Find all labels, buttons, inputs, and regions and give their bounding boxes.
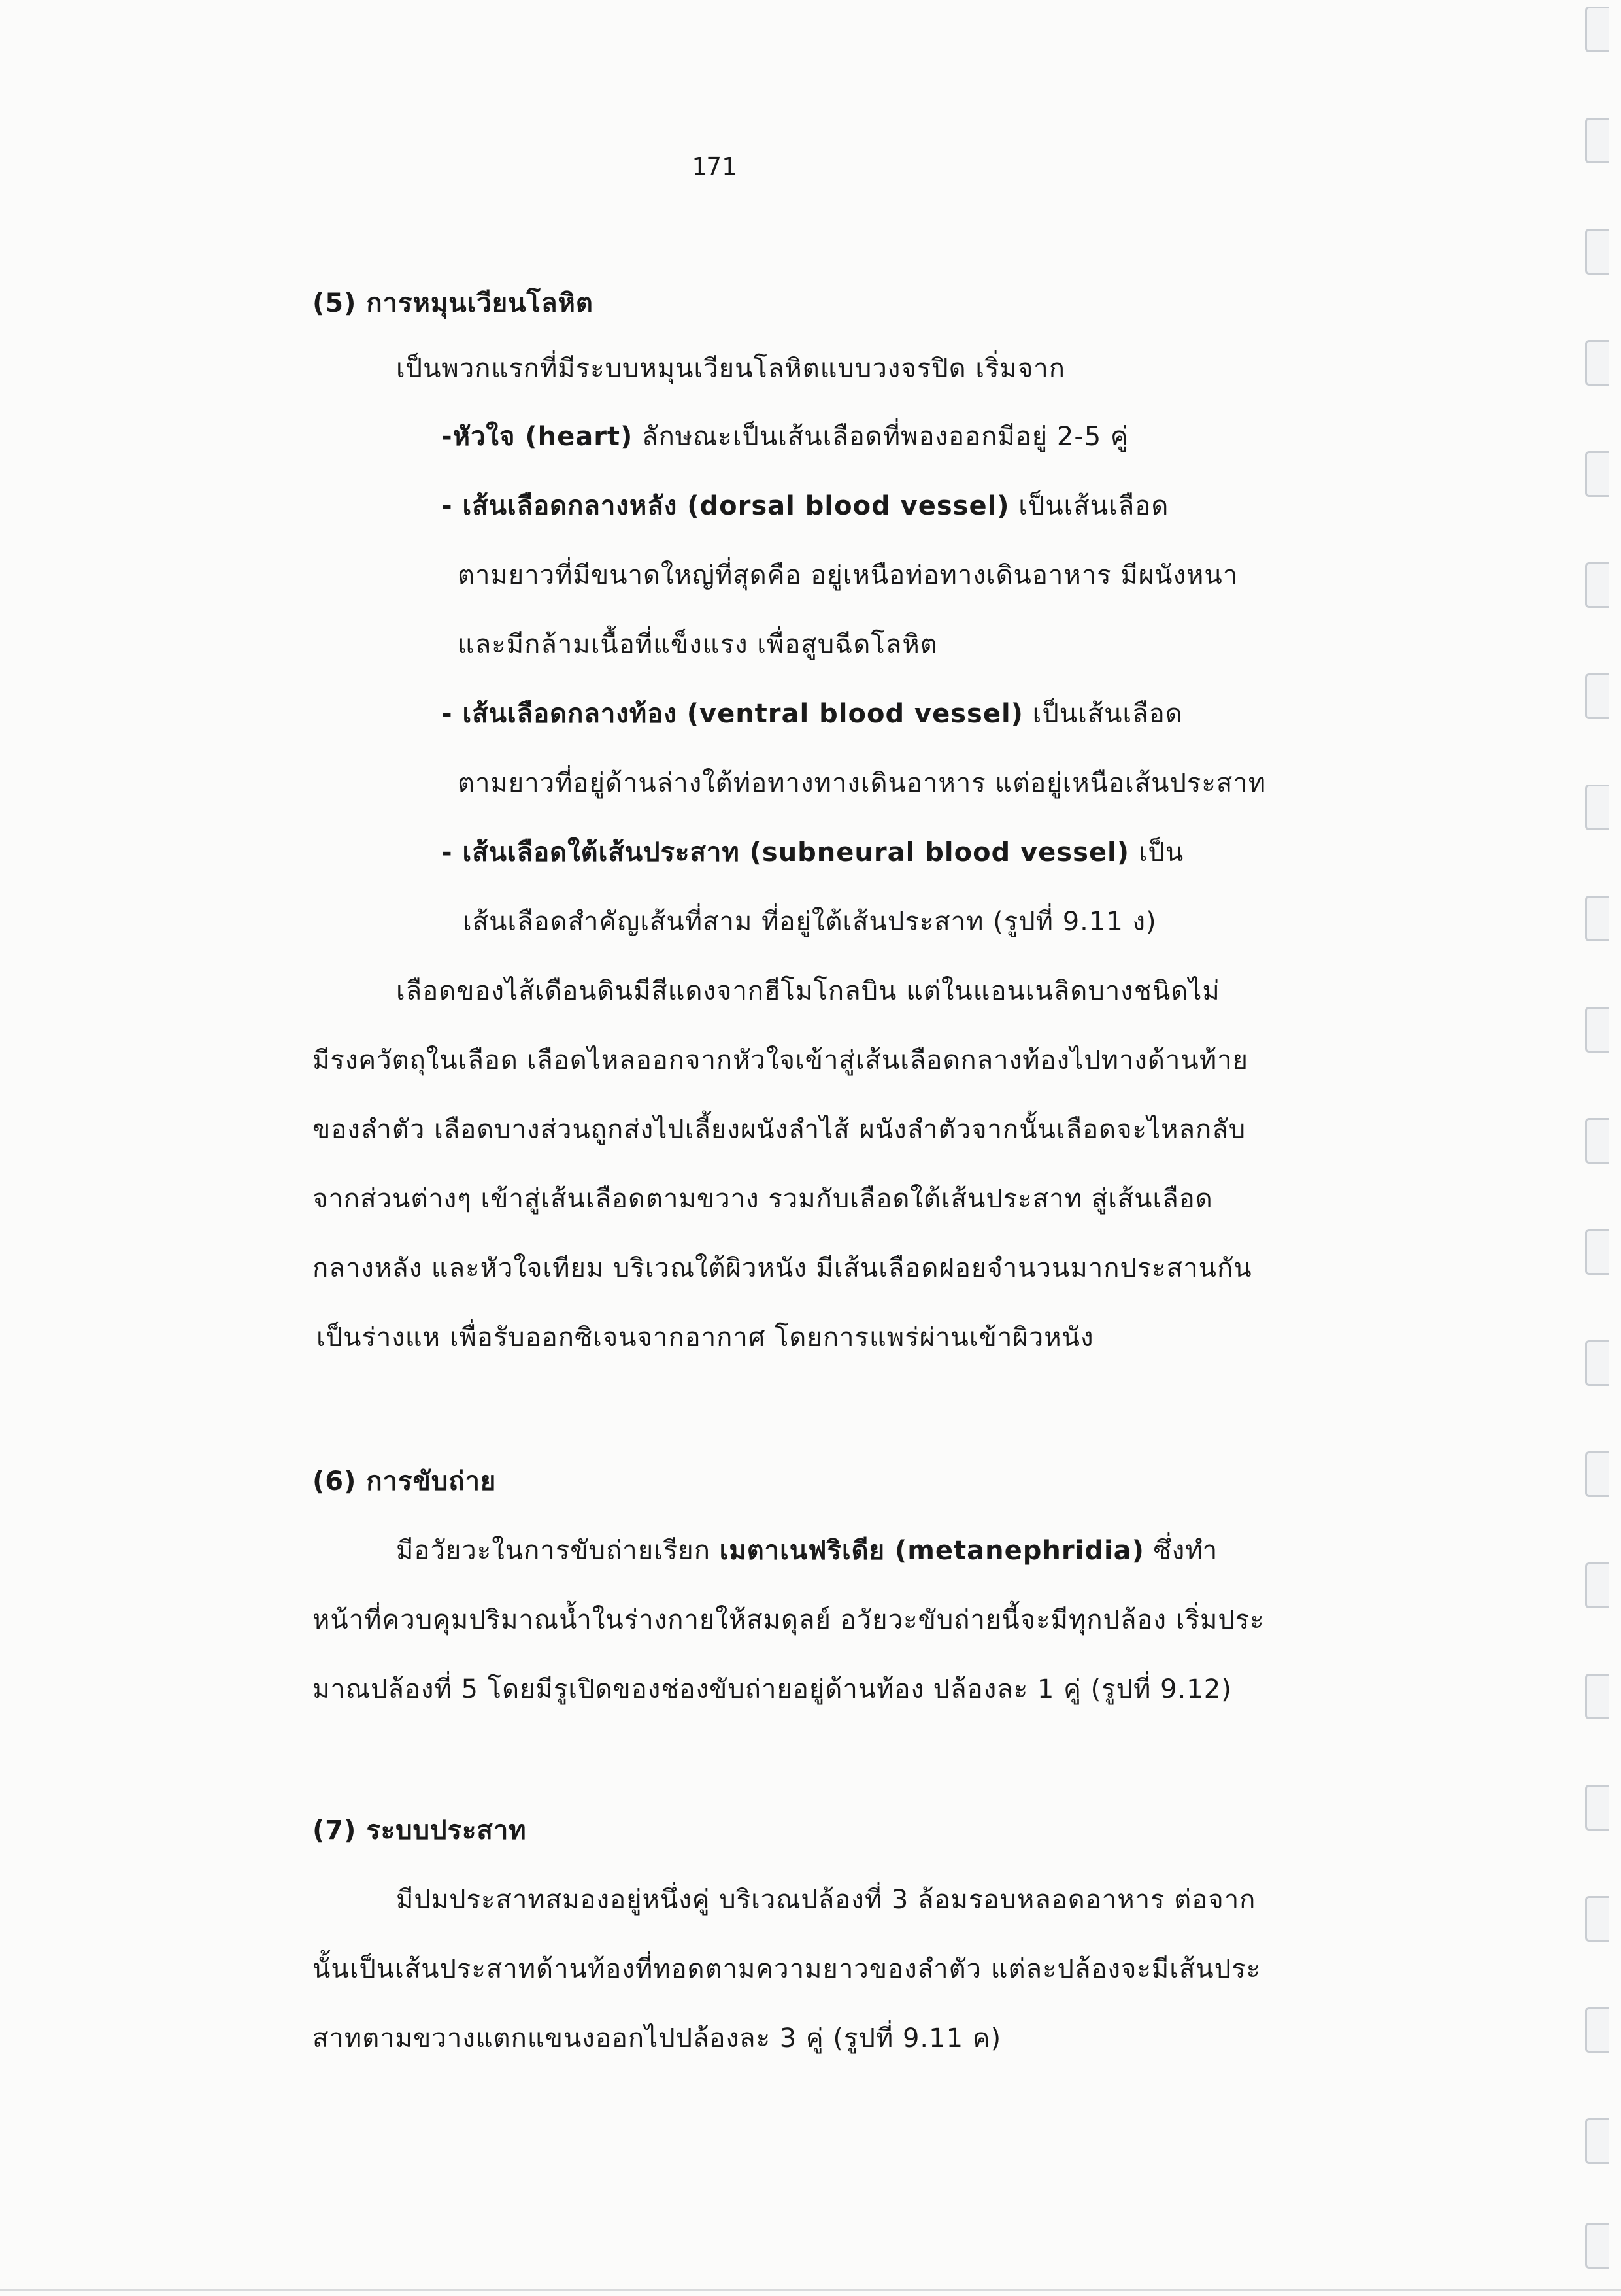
circulation-para-6: เป็นร่างแห เพื่อรับออกซิเจนจากอากาศ โดยการแพร่ผ่านเข้าผิวหนัง [316,1323,1094,1353]
binding-hole [1585,1896,1609,1942]
ventral-desc-1: เป็นเส้นเลือด [1023,699,1183,729]
subneural-item [441,834,1184,871]
ventral-term: - เส้นเลือดกลางท้อง (ventral blood vessel) [441,699,1024,729]
binding-hole [1585,340,1609,386]
subneural-desc-1: เป็น [1129,837,1184,868]
subneural-term: - เส้นเลือดใต้เส้นประสาท (subneural blood vessel) [441,837,1130,868]
circulation-para-1: เลือดของไส้เดือนดินมีสีแดงจากฮีโมโกลบิน แต่ในแอนเนลิดบางชนิดไม่ [396,976,1220,1006]
heart-desc: ลักษณะเป็นเส้นเลือดที่พองออกมีอยู่ 2-5 คู่ [633,422,1129,452]
circulation-para-3: ของลำตัว เลือดบางส่วนถูกส่งไปเลี้ยงผนังลำไส้ ผนังลำตัวจากนั้นเลือดจะไหลกลับ [312,1115,1246,1145]
page-number: 171 [692,152,737,181]
nervous-line-1: มีปมประสาทสมองอยู่หนึ่งคู่ บริเวณปล้องที่ 3 ล้อมรอบหลอดอาหาร ต่อจาก [396,1885,1256,1915]
dorsal-desc-2: ตามยาวที่มีขนาดใหญ่ที่สุดคือ อยู่เหนือท่อทางเดินอาหาร มีผนังหนา [458,560,1239,590]
binding-hole [1585,1674,1609,1719]
binding-hole [1585,1785,1609,1831]
binding-hole [1585,785,1609,830]
binding-hole [1585,1007,1609,1053]
excretion-line-1-a: มีอวัยวะในการขับถ่ายเรียก [396,1536,720,1566]
binding-hole [1585,118,1609,163]
binding-hole [1585,1451,1609,1497]
bottom-edge [0,2289,1621,2291]
ventral-item [441,696,1183,732]
binding-hole [1585,673,1609,719]
binding-hole [1585,562,1609,608]
binding-hole [1585,451,1609,497]
nervous-line-2: นั้นเป็นเส้นประสาทด้านท้องที่ทอดตามความยาวของลำตัว แต่ละปล้องจะมีเส้นประ [312,1954,1262,1984]
metanephridia-term: เมตาเนฟริเดีย (metanephridia) [719,1536,1145,1566]
dorsal-term: - เส้นเลือดกลางหลัง (dorsal blood vessel) [441,491,1010,521]
excretion-line-3: มาณปล้องที่ 5 โดยมีรูเปิดของช่องขับถ่ายอยู่ด้านท้อง ปล้องละ 1 คู่ (รูปที่ 9.12) [312,1674,1232,1704]
binding-hole [1585,7,1609,52]
binding-hole [1585,1118,1609,1164]
section-5-intro: เป็นพวกแรกที่มีระบบหมุนเวียนโลหิตแบบวงจรปิด เริ่มจาก [396,354,1065,384]
dorsal-desc-3: และมีกล้ามเนื้อที่แข็งแรง เพื่อสูบฉีดโลหิต [458,630,938,660]
dorsal-item [441,488,1169,524]
circulation-para-5: กลางหลัง และหัวใจเทียม บริเวณใต้ผิวหนัง มีเส้นเลือดฝอยจำนวนมากประสานกัน [312,1253,1252,1283]
binding-hole [1585,1340,1609,1386]
excretion-line-1 [396,1532,1218,1569]
section-6-heading: (6) การขับถ่าย [312,1466,497,1496]
section-7-heading: (7) ระบบประสาท [312,1815,527,1846]
binding-hole [1585,1229,1609,1275]
binding-hole [1585,2007,1609,2053]
binding-hole [1585,896,1609,941]
heart-item [441,418,1129,455]
circulation-para-2: มีรงควัตถุในเลือด เลือดไหลออกจากหัวใจเข้าสู่เส้นเลือดกลางท้องไปทางด้านท้าย [312,1045,1248,1075]
excretion-line-2: หน้าที่ควบคุมปริมาณน้ำในร่างกายให้สมดุลย์ อวัยวะขับถ่ายนี้จะมีทุกปล้อง เริ่มประ [312,1605,1265,1635]
nervous-line-3: สาทตามขวางแตกแขนงออกไปปล้องละ 3 คู่ (รูปที่ 9.11 ค) [312,2023,1002,2053]
binding-hole [1585,2223,1609,2269]
ventral-desc-2: ตามยาวที่อยู่ด้านล่างใต้ท่อทางทางเดินอาหาร แต่อยู่เหนือเส้นประสาท [458,768,1267,798]
dorsal-desc-1: เป็นเส้นเลือด [1009,491,1169,521]
binding-hole [1585,2118,1609,2164]
circulation-para-4: จากส่วนต่างๆ เข้าสู่เส้นเลือดตามขวาง รวมกับเลือดใต้เส้นประสาท สู่เส้นเลือด [312,1184,1213,1214]
section-5-heading: (5) การหมุนเวียนโลหิต [312,288,593,318]
binding-hole [1585,229,1609,275]
binding-hole [1585,1562,1609,1608]
subneural-desc-2: เส้นเลือดสำคัญเส้นที่สาม ที่อยู่ใต้เส้นประสาท (รูปที่ 9.11 ง) [463,907,1157,937]
excretion-line-1-b: ซึ่งทำ [1144,1536,1218,1566]
heart-term: -หัวใจ (heart) [441,422,633,452]
binding-holes [1562,0,1621,2296]
